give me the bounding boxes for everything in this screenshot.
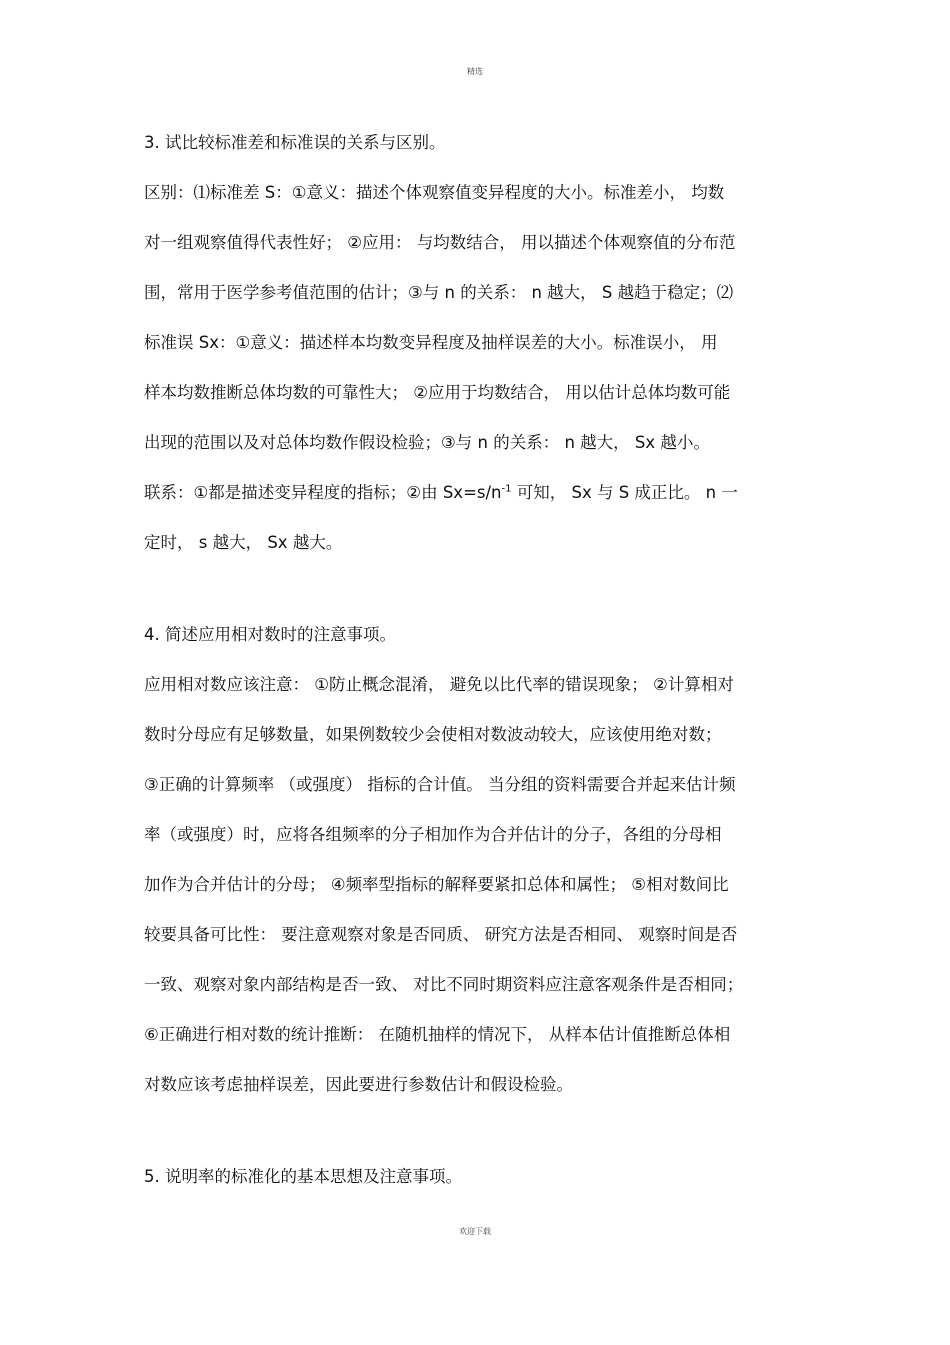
- section-3-title: 3. 试比较标准差和标准误的关系与区别。: [144, 133, 446, 152]
- section-3-line-2: 对一组观察值得代表性好； ②应用： 与均数结合， 用以描述个体观察值的分布范: [144, 233, 736, 252]
- section-3-line-1: 区别：⑴标准差 S：①意义：描述个体观察值变异程度的大小。标准差小， 均数: [144, 183, 725, 202]
- section-4-line-5: 加作为合并估计的分母； ④频率型指标的解释要紧扣总体和属性； ⑤相对数间比: [144, 875, 729, 894]
- section-3-line-6: 出现的范围以及对总体均数作假设检验；③与 n 的关系： n 越大， Sx 越小。: [144, 433, 710, 452]
- section-gap: [144, 1120, 812, 1162]
- page-footer: 欢迎下载: [459, 1227, 491, 1236]
- section-4-line-9: 对数应该考虑抽样误差，因此要进行参数估计和假设检验。: [144, 1075, 573, 1094]
- section-3-line-3: 围，常用于医学参考值范围的估计；③与 n 的关系： n 越大， S 越趋于稳定；⑵: [144, 283, 734, 302]
- section-3-line-5: 样本均数推断总体均数的可靠性大； ②应用于均数结合， 用以估计总体均数可能: [144, 383, 731, 402]
- section-4-line-7: 一致、观察对象内部结构是否一致、 对比不同时期资料应注意客观条件是否相同；: [144, 975, 744, 994]
- section-4-line-4: 率（或强度）时，应将各组频率的分子相加作为合并估计的分子，各组的分母相: [144, 825, 722, 844]
- section-5-title: 5. 说明率的标准化的基本思想及注意事项。: [144, 1167, 462, 1186]
- section-3-link-line-2: 定时， s 越大， Sx 越大。: [144, 533, 343, 552]
- page-header: 精选: [467, 67, 483, 76]
- section-3-line-4: 标准误 Sx：①意义：描述样本均数变异程度及抽样误差的大小。标准误小， 用: [144, 333, 718, 352]
- section-3-link-line-1: [144, 478, 812, 528]
- section-4-line-6: 较要具备可比性： 要注意观察对象是否同质、 研究方法是否相同、 观察时间是否: [144, 925, 738, 944]
- section-4-line-2: 数时分母应有足够数量，如果例数较少会使相对数波动较大，应该使用绝对数；: [144, 725, 722, 744]
- section-4-title: 4. 简述应用相对数时的注意事项。: [144, 625, 396, 644]
- exponent: -1: [501, 483, 512, 495]
- section-gap: [144, 578, 812, 620]
- link-text-before: 联系：①都是描述变异程度的指标；②由 Sx=s/n: [144, 483, 502, 502]
- document-body: [144, 128, 812, 1212]
- link-text-after: 可知， Sx 与 S 成正比。 n 一: [511, 483, 738, 502]
- section-4-line-3: ③正确的计算频率 （或强度） 指标的合计值。 当分组的资料需要合并起来估计频: [144, 775, 736, 794]
- section-4-line-8: ⑥正确进行相对数的统计推断： 在随机抽样的情况下， 从样本估计值推断总体相: [144, 1025, 731, 1044]
- section-4-line-1: 应用相对数应该注意： ①防止概念混淆， 避免以比代率的错误现象； ②计算相对: [144, 675, 734, 694]
